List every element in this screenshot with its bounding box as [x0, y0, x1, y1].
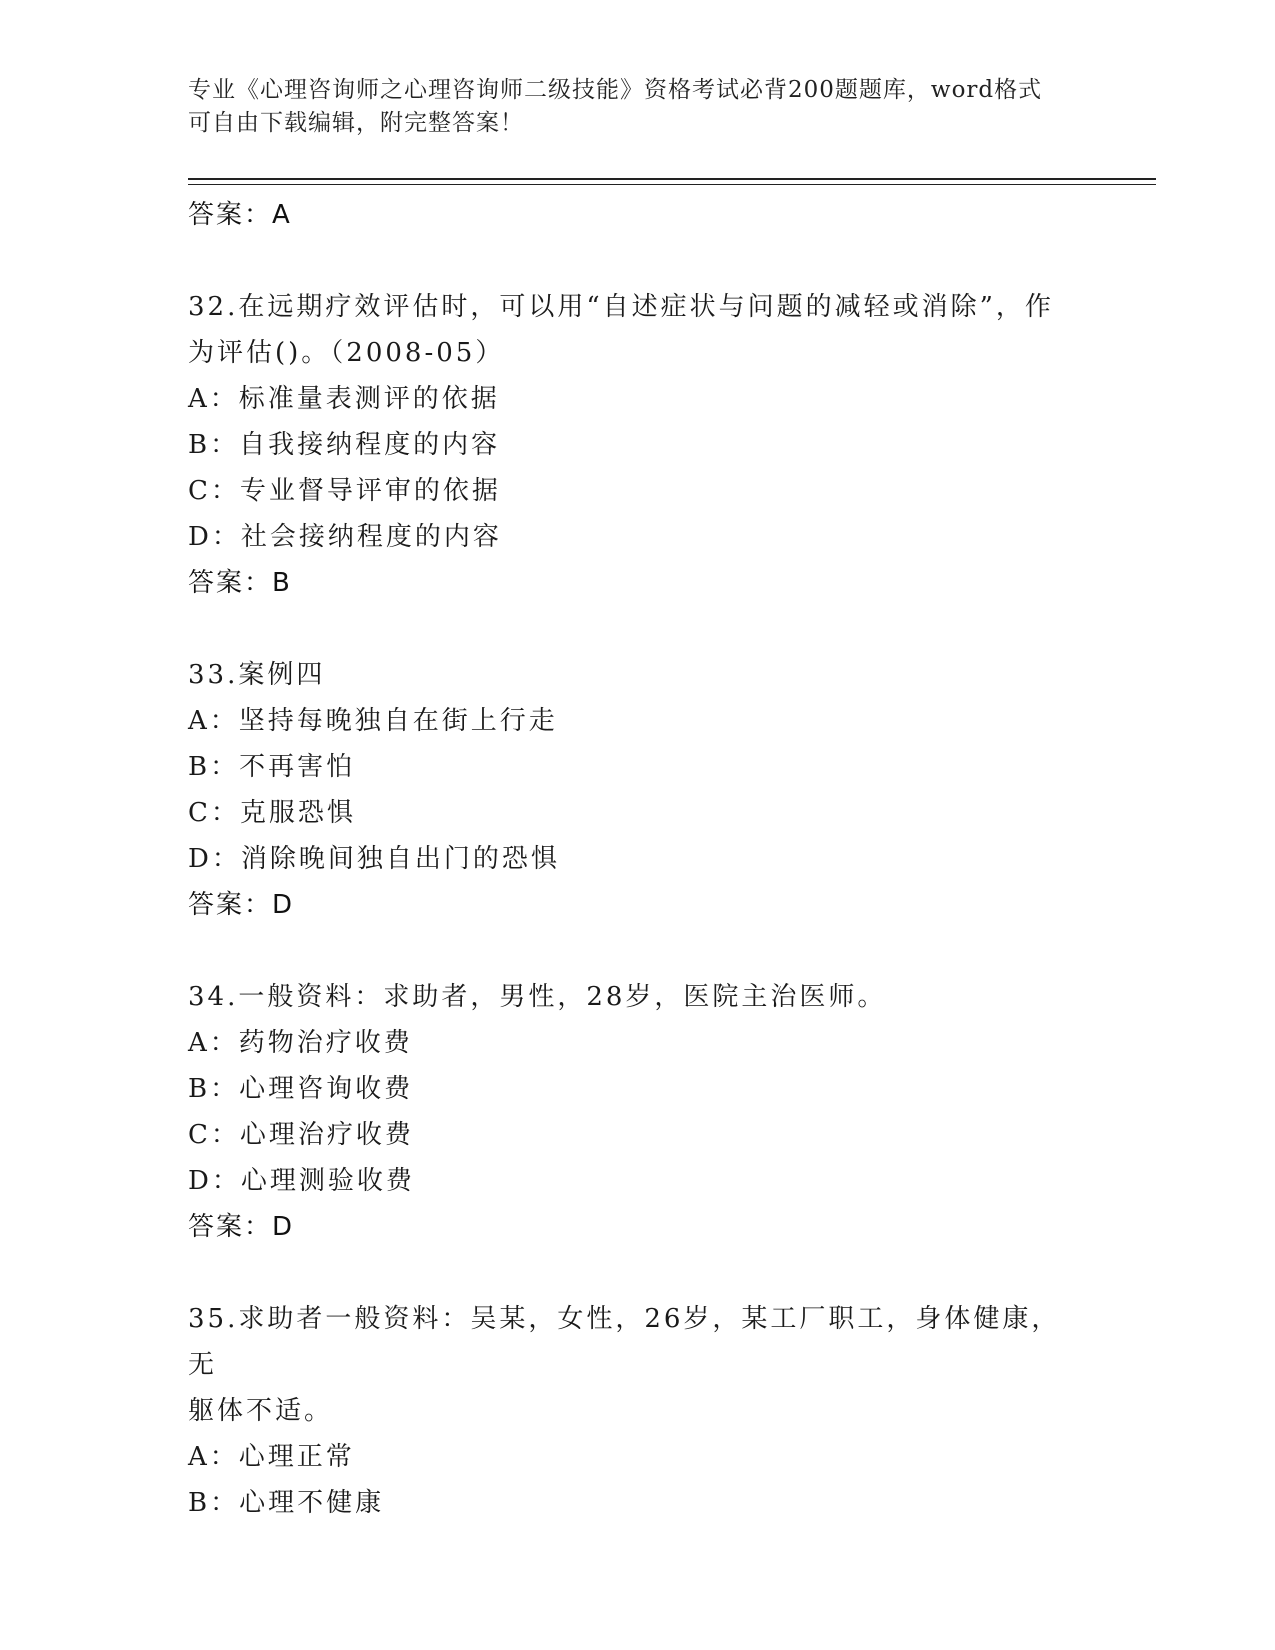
question-stem-line: 34.一般资料：求助者，男性，28岁，医院主治医师。	[188, 982, 887, 1012]
answer-label: 答案：A	[188, 200, 292, 230]
document-header	[188, 74, 1068, 140]
question-stem-line: 为评估()。（2008-05）	[188, 338, 505, 368]
option-b: B：自我接纳程度的内容	[188, 430, 501, 460]
spacer	[188, 238, 1088, 284]
header-line-1: 专业《心理咨询师之心理咨询师二级技能》资格考试必背200题题库，word格式	[188, 77, 1043, 103]
option-a: A：坚持每晚独自在街上行走	[188, 706, 558, 736]
header-divider-thin	[188, 184, 1156, 185]
question-block	[188, 652, 1088, 928]
option-c: C：心理治疗收费	[188, 1120, 414, 1150]
option-b: B：心理咨询收费	[188, 1074, 414, 1104]
option-d: D：社会接纳程度的内容	[188, 522, 502, 552]
option-d: D：心理测验收费	[188, 1166, 415, 1196]
header-divider-thick	[188, 178, 1156, 180]
question-stem-line: 33.案例四	[188, 660, 326, 690]
question-stem-line: 32.在远期疗效评估时，可以用“自述症状与问题的减轻或消除”，作	[188, 292, 1054, 322]
question-stem-line: 35.求助者一般资料：吴某，女性，26岁，某工厂职工，身体健康，无	[188, 1304, 1061, 1380]
option-a: A：心理正常	[188, 1442, 355, 1472]
option-b: B：不再害怕	[188, 752, 356, 782]
answer-label: 答案：B	[188, 568, 292, 598]
question-list	[188, 192, 1088, 1526]
spacer	[188, 1250, 1088, 1296]
question-stem-line: 躯体不适。	[188, 1396, 334, 1426]
option-a: A：标准量表测评的依据	[188, 384, 500, 414]
option-d: D：消除晚间独自出门的恐惧	[188, 844, 560, 874]
spacer	[188, 928, 1088, 974]
answer-label: 答案：D	[188, 1212, 295, 1242]
answer-label: 答案：D	[188, 890, 295, 920]
option-a: A：药物治疗收费	[188, 1028, 413, 1058]
question-block	[188, 284, 1088, 606]
option-b: B：心理不健康	[188, 1488, 385, 1518]
question-block	[188, 1296, 1088, 1526]
question-block	[188, 974, 1088, 1250]
option-c: C：专业督导评审的依据	[188, 476, 501, 506]
option-c: C：克服恐惧	[188, 798, 356, 828]
spacer	[188, 606, 1088, 652]
header-line-2: 可自由下载编辑，附完整答案！	[188, 110, 524, 136]
